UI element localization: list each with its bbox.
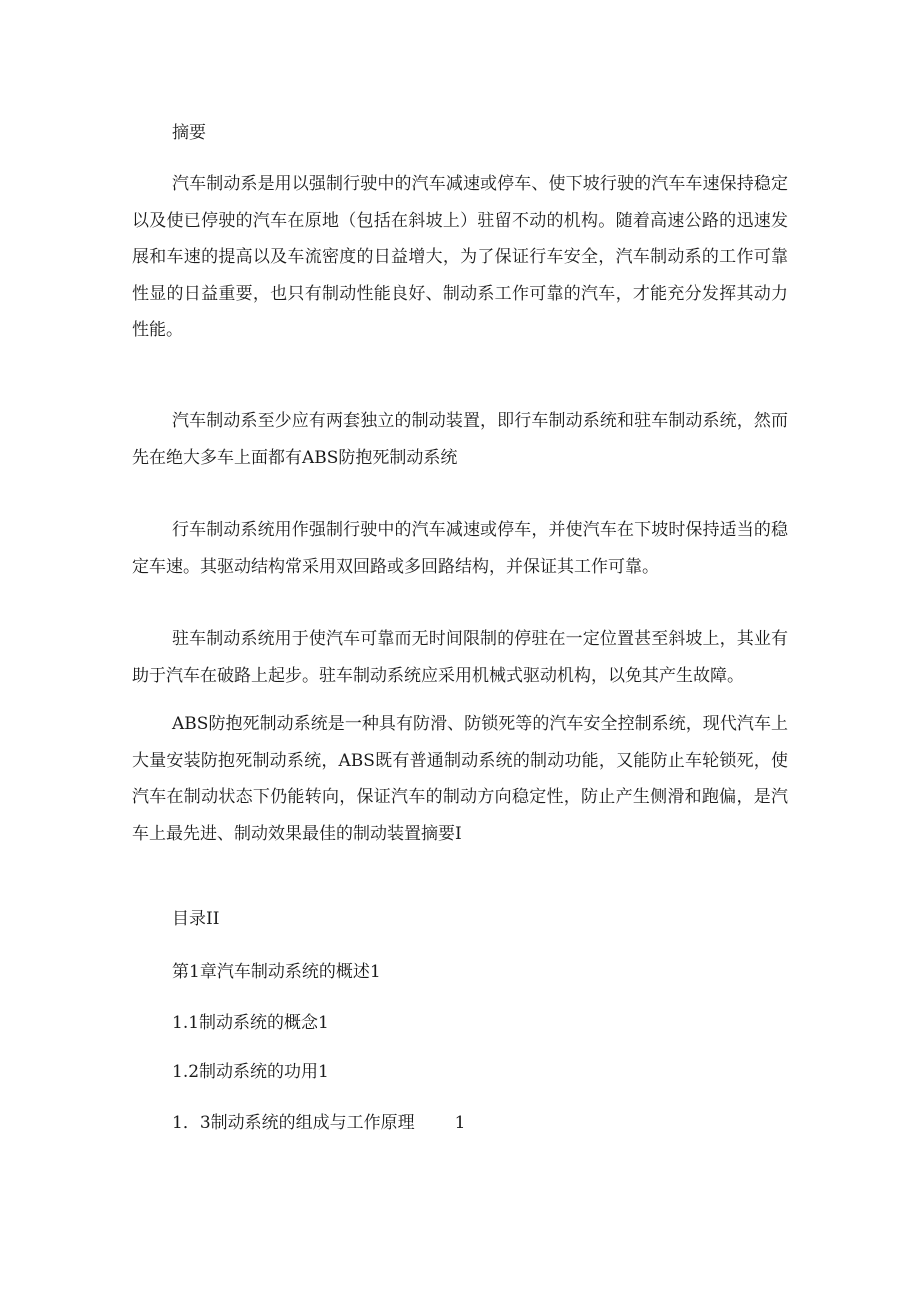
paragraph-service-brake: 行车制动系统用作强制行驶中的汽车减速或停车，并使汽车在下坡时保持适当的稳定车速。其驱动结构常采用双回路或多回路结构，并保证其工作可靠。: [132, 520, 788, 577]
toc-entry-1-3: [172, 1112, 465, 1134]
toc-entry-1-1: 1.1制动系统的概念1: [172, 1013, 329, 1033]
abstract-heading: 摘要: [172, 123, 206, 143]
paragraph-two-braking-devices: 汽车制动系至少应有两套独立的制动装置，即行车制动系统和驻车制动系统，然而先在绝大多车上面都有ABS防抱死制动系统: [132, 411, 788, 468]
paragraph-abs: ABS防抱死制动系统是一种具有防滑、防锁死等的汽车安全控制系统，现代汽车上大量安装防抱死制动系统，ABS既有普通制动系统的制动功能，又能防止车轮锁死，使汽车在制动状态下仍能转向，保证汽车的制动方向稳定性，防止产生侧滑和跑偏，是汽车上最先进、制动效果最佳的制动装置摘要I: [132, 714, 788, 844]
toc-entry-1-3-page: 1: [454, 1113, 466, 1133]
paragraph-parking-brake: 驻车制动系统用于使汽车可靠而无时间限制的停驻在一定位置甚至斜坡上，其业有助于汽车在破路上起步。驻车制动系统应采用机械式驱动机构，以免其产生故障。: [132, 629, 788, 686]
toc-entry-contents: 目录II: [172, 909, 220, 929]
toc-entry-1-2: 1.2制动系统的功用1: [172, 1062, 329, 1082]
paragraph-braking-system-intro: 汽车制动系是用以强制行驶中的汽车减速或停车、使下坡行驶的汽车车速保持稳定以及使已停驶的汽车在原地（包括在斜坡上）驻留不动的机构。随着高速公路的迅速发展和车速的提高以及车流密度的日益增大，为了保证行车安全，汽车制动系的工作可靠性显的日益重要，也只有制动性能良好、制动系工作可靠的汽车，才能充分发挥其动力性能。: [132, 174, 788, 340]
toc-entry-chapter-1: 第1章汽车制动系统的概述1: [172, 962, 381, 982]
toc-entry-1-3-title: 1．3制动系统的组成与工作原理: [172, 1113, 415, 1133]
